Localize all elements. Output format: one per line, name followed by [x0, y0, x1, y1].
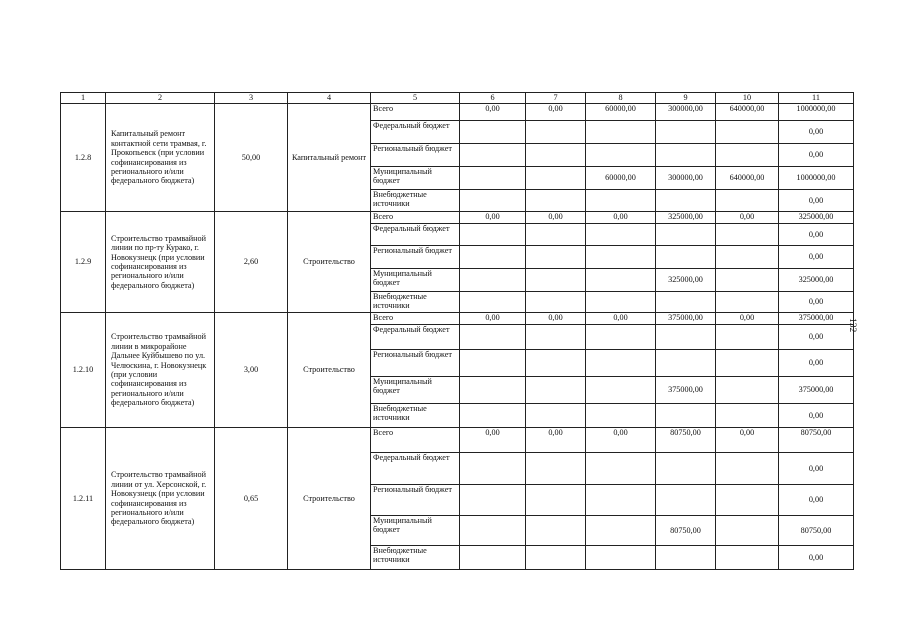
value-cell [460, 350, 526, 377]
value-cell [656, 350, 716, 377]
value-cell [526, 190, 586, 212]
value-cell [460, 516, 526, 546]
value-cell [656, 325, 716, 350]
item-col3: 3,00 [215, 313, 288, 428]
value-cell [526, 404, 586, 428]
total-cell: 325000,00 [779, 269, 854, 292]
value-cell [460, 224, 526, 246]
value-cell [656, 292, 716, 313]
value-cell [526, 167, 586, 190]
funding-source: Федеральный бюджет [371, 121, 460, 144]
item-index: 1.2.9 [61, 212, 106, 313]
value-cell [656, 453, 716, 485]
value-cell: 375000,00 [656, 313, 716, 325]
value-cell [460, 325, 526, 350]
value-cell [460, 485, 526, 516]
value-cell: 0,00 [526, 313, 586, 325]
value-cell [716, 485, 779, 516]
value-cell [716, 269, 779, 292]
value-cell [460, 144, 526, 167]
table-row [61, 313, 854, 325]
item-col3: 2,60 [215, 212, 288, 313]
value-cell [526, 121, 586, 144]
value-cell: 0,00 [460, 313, 526, 325]
value-cell: 0,00 [716, 212, 779, 224]
value-cell [526, 546, 586, 570]
value-cell [656, 224, 716, 246]
value-cell [586, 224, 656, 246]
value-cell: 300000,00 [656, 167, 716, 190]
funding-source: Муниципальный бюджет [371, 167, 460, 190]
value-cell [526, 246, 586, 269]
total-cell: 0,00 [779, 292, 854, 313]
value-cell [460, 246, 526, 269]
total-cell: 0,00 [779, 246, 854, 269]
value-cell [586, 246, 656, 269]
value-cell [586, 377, 656, 404]
value-cell [460, 167, 526, 190]
header-cell: 5 [371, 93, 460, 104]
value-cell [716, 453, 779, 485]
funding-source: Всего [371, 428, 460, 453]
value-cell [656, 121, 716, 144]
total-cell: 0,00 [779, 404, 854, 428]
total-cell: 325000,00 [779, 212, 854, 224]
value-cell [460, 546, 526, 570]
value-cell [586, 144, 656, 167]
value-cell [656, 485, 716, 516]
header-cell: 7 [526, 93, 586, 104]
item-col3: 0,65 [215, 428, 288, 570]
item-type: Строительство [288, 428, 371, 570]
funding-source: Региональный бюджет [371, 246, 460, 269]
funding-source: Внебюджетные источники [371, 292, 460, 313]
funding-source: Региональный бюджет [371, 350, 460, 377]
table-row [61, 212, 854, 224]
value-cell [526, 516, 586, 546]
funding-source: Муниципальный бюджет [371, 377, 460, 404]
header-row [61, 93, 854, 104]
value-cell: 0,00 [716, 313, 779, 325]
value-cell [656, 404, 716, 428]
value-cell [586, 516, 656, 546]
value-cell [716, 325, 779, 350]
value-cell [716, 516, 779, 546]
value-cell: 60000,00 [586, 167, 656, 190]
value-cell [586, 485, 656, 516]
total-cell: 0,00 [779, 121, 854, 144]
item-name: Строительство трамвайной линии от ул. Херсонской, г. Новокузнецк (при условии софинансирования из регионального и/или федерального бюджета) [106, 428, 215, 570]
value-cell [460, 377, 526, 404]
value-cell [656, 546, 716, 570]
value-cell [716, 377, 779, 404]
funding-source: Федеральный бюджет [371, 224, 460, 246]
value-cell: 325000,00 [656, 269, 716, 292]
funding-source: Муниципальный бюджет [371, 269, 460, 292]
value-cell [526, 453, 586, 485]
value-cell [460, 453, 526, 485]
value-cell: 375000,00 [656, 377, 716, 404]
funding-source: Региональный бюджет [371, 485, 460, 516]
value-cell [526, 224, 586, 246]
total-cell: 0,00 [779, 453, 854, 485]
header-cell: 4 [288, 93, 371, 104]
item-index: 1.2.10 [61, 313, 106, 428]
value-cell [716, 404, 779, 428]
value-cell: 0,00 [526, 212, 586, 224]
funding-source: Всего [371, 313, 460, 325]
value-cell [656, 246, 716, 269]
value-cell: 0,00 [586, 428, 656, 453]
value-cell [586, 453, 656, 485]
value-cell: 80750,00 [656, 428, 716, 453]
item-type: Строительство [288, 212, 371, 313]
header-cell: 9 [656, 93, 716, 104]
total-cell: 0,00 [779, 190, 854, 212]
item-name: Строительство трамвайной линии в микрорайоне Дальнее Куйбышево по ул. Челюскина, г. Новокузнецк (при условии софинансирования из регионального и/или федерального бюджета) [106, 313, 215, 428]
total-cell: 1000000,00 [779, 104, 854, 121]
value-cell [460, 292, 526, 313]
value-cell [586, 292, 656, 313]
value-cell: 0,00 [526, 104, 586, 121]
value-cell [716, 224, 779, 246]
value-cell [460, 190, 526, 212]
table-row [61, 428, 854, 453]
funding-source: Региональный бюджет [371, 144, 460, 167]
table-row [61, 104, 854, 121]
item-name: Строительство трамвайной линии по пр-ту Курако, г. Новокузнецк (при условии софинансирования из регионального и/или федерального бюджета) [106, 212, 215, 313]
value-cell: 80750,00 [656, 516, 716, 546]
value-cell: 0,00 [526, 428, 586, 453]
item-type: Строительство [288, 313, 371, 428]
value-cell: 640000,00 [716, 104, 779, 121]
value-cell [716, 144, 779, 167]
item-name: Капитальный ремонт контактной сети трамвая, г. Прокопьевск (при условии софинансирования из регионального и/или федерального бюджета) [106, 104, 215, 212]
funding-source: Внебюджетные источники [371, 190, 460, 212]
value-cell [586, 190, 656, 212]
total-cell: 0,00 [779, 350, 854, 377]
value-cell [586, 404, 656, 428]
header-cell: 11 [779, 93, 854, 104]
total-cell: 375000,00 [779, 377, 854, 404]
item-type: Капитальный ремонт [288, 104, 371, 212]
item-index: 1.2.8 [61, 104, 106, 212]
value-cell [716, 121, 779, 144]
header-cell: 1 [61, 93, 106, 104]
value-cell: 640000,00 [716, 167, 779, 190]
value-cell [526, 292, 586, 313]
total-cell: 0,00 [779, 546, 854, 570]
value-cell: 0,00 [460, 104, 526, 121]
value-cell [716, 246, 779, 269]
item-col3: 50,00 [215, 104, 288, 212]
total-cell: 0,00 [779, 485, 854, 516]
funding-source: Федеральный бюджет [371, 453, 460, 485]
total-cell: 80750,00 [779, 428, 854, 453]
funding-source: Внебюджетные источники [371, 546, 460, 570]
value-cell [526, 377, 586, 404]
value-cell [716, 190, 779, 212]
value-cell: 300000,00 [656, 104, 716, 121]
item-index: 1.2.11 [61, 428, 106, 570]
total-cell: 80750,00 [779, 516, 854, 546]
funding-source: Федеральный бюджет [371, 325, 460, 350]
value-cell [586, 546, 656, 570]
value-cell: 0,00 [586, 212, 656, 224]
value-cell [526, 144, 586, 167]
value-cell [526, 350, 586, 377]
value-cell: 0,00 [460, 428, 526, 453]
value-cell [586, 325, 656, 350]
header-cell: 10 [716, 93, 779, 104]
value-cell [716, 546, 779, 570]
page-number: 132 [847, 318, 857, 333]
value-cell: 0,00 [460, 212, 526, 224]
budget-table [60, 92, 854, 570]
value-cell [716, 350, 779, 377]
value-cell [460, 121, 526, 144]
value-cell [526, 485, 586, 516]
total-cell: 375000,00 [779, 313, 854, 325]
value-cell [526, 325, 586, 350]
header-cell: 6 [460, 93, 526, 104]
value-cell [460, 269, 526, 292]
funding-source: Муниципальный бюджет [371, 516, 460, 546]
funding-source: Всего [371, 104, 460, 121]
total-cell: 1000000,00 [779, 167, 854, 190]
value-cell [586, 269, 656, 292]
value-cell [656, 190, 716, 212]
header-cell: 3 [215, 93, 288, 104]
value-cell: 60000,00 [586, 104, 656, 121]
total-cell: 0,00 [779, 325, 854, 350]
funding-source: Внебюджетные источники [371, 404, 460, 428]
total-cell: 0,00 [779, 224, 854, 246]
value-cell [460, 404, 526, 428]
value-cell: 0,00 [586, 313, 656, 325]
header-cell: 2 [106, 93, 215, 104]
value-cell [656, 144, 716, 167]
value-cell: 325000,00 [656, 212, 716, 224]
value-cell [526, 269, 586, 292]
header-cell: 8 [586, 93, 656, 104]
funding-source: Всего [371, 212, 460, 224]
value-cell: 0,00 [716, 428, 779, 453]
value-cell [586, 121, 656, 144]
total-cell: 0,00 [779, 144, 854, 167]
value-cell [716, 292, 779, 313]
value-cell [586, 350, 656, 377]
